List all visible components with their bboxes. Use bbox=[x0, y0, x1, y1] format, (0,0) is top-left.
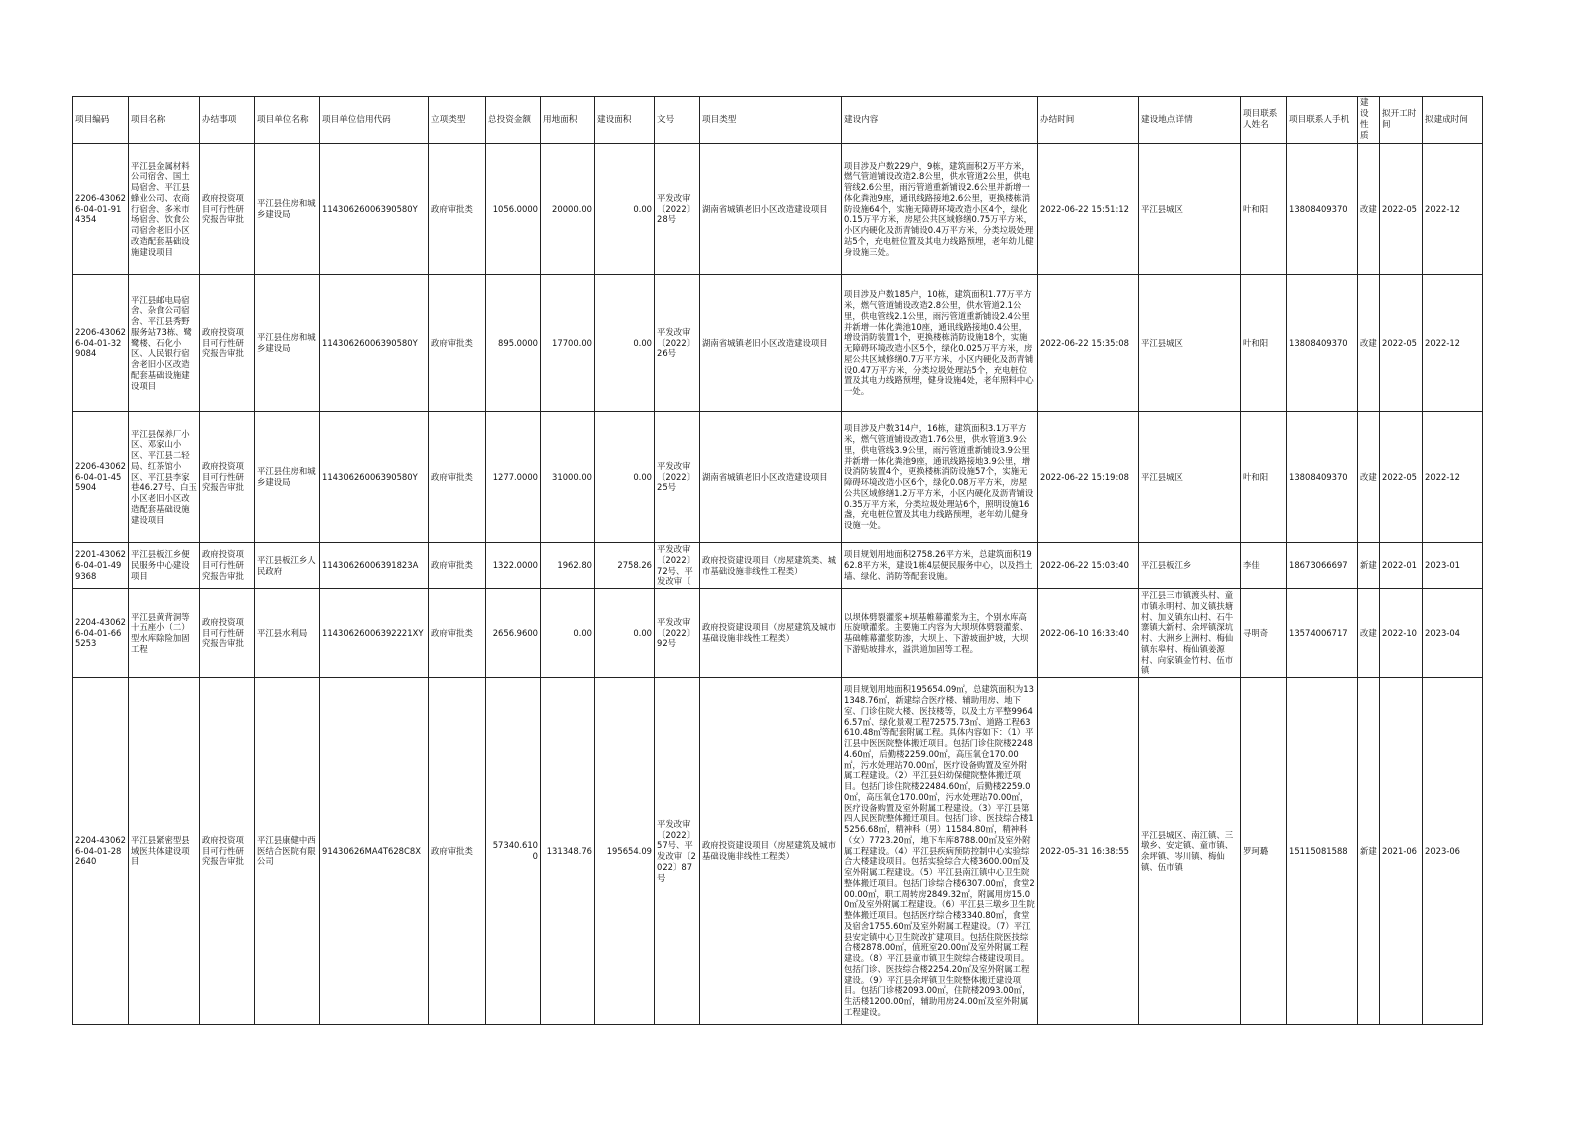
cell-nature: 改建 bbox=[1358, 144, 1380, 275]
header-start: 拟开工时间 bbox=[1380, 97, 1423, 144]
cell-code: 2201-430626-04-01-499368 bbox=[73, 543, 129, 589]
cell-type: 政府投资建设项目（房屋建筑类、城市基础设施非线性工程类） bbox=[700, 543, 842, 589]
header-code: 项目编码 bbox=[73, 97, 129, 144]
cell-doc-no: 平发改审〔2022〕92号 bbox=[655, 589, 700, 678]
header-investment: 总投资金额 bbox=[486, 97, 541, 144]
cell-land-area: 131348.76 bbox=[541, 678, 595, 1025]
header-build-area: 建设面积 bbox=[595, 97, 655, 144]
cell-credit: 11430626006390580Y bbox=[320, 412, 429, 543]
cell-unit: 平江县住房和城乡建设局 bbox=[255, 144, 320, 275]
cell-investment: 1056.0000 bbox=[486, 144, 541, 275]
table-row bbox=[73, 412, 1483, 543]
cell-name: 平江县板江乡便民服务中心建设项目 bbox=[129, 543, 200, 589]
cell-content: 项目规划用地面积195654.09㎡，总建筑面积为131348.76㎡，新建综合医疗楼、辅助用房、地下室、门诊住院大楼、医技楼等，以及土方平整99646.57㎡、绿化景观工程72575.73㎡、道路工程63610.48㎡等配套附属工程。具体内容如下：（1）平江县中医医院整体搬迁项目。包括门诊住院楼22484.60㎡，后勤楼2259.00㎡，高压氧仓170.00㎡，污水处理站70.00㎡，医疗设备购置及室外附属工程建设。（2）平江县妇幼保健院整体搬迁项目。包括门诊住院楼22484.60㎡，后勤楼2259.00㎡，高压氧仓170.00㎡，污水处理站70.00㎡，医疗设备购置及室外附属工程建设。（3）平江县第四人民医院整体搬迁项目。包括门诊、医技综合楼15256.68㎡，精神科（男）11584.80㎡，精神科（女）7723.20㎡，地下车库8788.00㎡及室外附属工程建设。（4）平江县疾病预防控制中心实验综合大楼建设项目。包括实验综合大楼3600.00㎡及室外附属工程建设。（5）平江县南江镇中心卫生院整体搬迁项目。包括门诊综合楼6307.00㎡，食堂200.00㎡，职工周转房2849.32㎡，附属用房15.00㎡及室外附属工程建设。（6）平江县三墩乡卫生院整体搬迁项目。包括医疗综合楼3340.80㎡，食堂及宿舍1755.60㎡及室外附属工程建设。（7）平江县安定镇中心卫生院改扩建项目。包括住院医技综合楼2878.00㎡，值班室20.00㎡及室外附属工程建设。（8）平江县童市镇卫生院综合楼建设项目。包括门诊、医技综合楼2254.20㎡及室外附属工程建设。（9）平江县余坪镇卫生院整体搬迁建设项目。包括门诊楼2093.00㎡，住院楼2093.00㎡，生活楼1200.00㎡，辅助用房24.00㎡及室外附属工程建设。 bbox=[842, 678, 1038, 1025]
cell-phone: 18673066697 bbox=[1287, 543, 1358, 589]
cell-doc-no: 平发改审〔2022〕26号 bbox=[655, 275, 700, 412]
cell-approval: 政府审批类 bbox=[429, 275, 486, 412]
cell-investment: 57340.6100 bbox=[486, 678, 541, 1025]
cell-approval: 政府审批类 bbox=[429, 144, 486, 275]
table-row bbox=[73, 275, 1483, 412]
cell-approval: 政府审批类 bbox=[429, 412, 486, 543]
cell-location: 平江县城区 bbox=[1139, 144, 1241, 275]
cell-build-area: 195654.09 bbox=[595, 678, 655, 1025]
cell-phone: 13808409370 bbox=[1287, 412, 1358, 543]
cell-finish-time: 2022-06-22 15:19:08 bbox=[1038, 412, 1139, 543]
cell-end: 2022-12 bbox=[1423, 275, 1483, 412]
cell-credit: 11430626006391823A bbox=[320, 543, 429, 589]
cell-content: 项目涉及户数314户，16栋，建筑面积3.1万平方米，燃气管道铺设改造1.76公里，供水管道3.9公里，供电管线3.9公里，雨污管道重新铺设3.9公里并新增一体化粪池9座，通讯线路接地3.9公里，增设消防装置4个，更换楼栋消防设施57个，实施无障碍环境改造小区6个，绿化0.08万平方米，房屋公共区域修缮1.2万平方米，小区内硬化及沥青铺设0.35万平方米，分类垃圾处理站6个，照明设施16盏，充电桩位置及其电力线路预埋，老年幼儿健身设施一处。 bbox=[842, 412, 1038, 543]
header-contact: 项目联系人姓名 bbox=[1241, 97, 1287, 144]
cell-matter: 政府投资项目可行性研究报告审批 bbox=[200, 412, 255, 543]
cell-doc-no: 平发改审〔2022〕25号 bbox=[655, 412, 700, 543]
cell-name: 平江县邮电局宿舍、杂食公司宿舍、平江县秀野服务站73栋、鹭鹭楼、石化小区、人民银行宿舍老旧小区改造配套基础设施建设项目 bbox=[129, 275, 200, 412]
cell-credit: 11430626006390580Y bbox=[320, 144, 429, 275]
table-row bbox=[73, 144, 1483, 275]
cell-doc-no: 平发改审〔2022〕72号、平发改审〔 bbox=[655, 543, 700, 589]
header-nature: 建设性质 bbox=[1358, 97, 1380, 144]
cell-finish-time: 2022-05-31 16:38:55 bbox=[1038, 678, 1139, 1025]
cell-code: 2206-430626-04-01-914354 bbox=[73, 144, 129, 275]
cell-land-area: 1962.80 bbox=[541, 543, 595, 589]
cell-contact: 叶和阳 bbox=[1241, 144, 1287, 275]
table-row bbox=[73, 589, 1483, 678]
cell-matter: 政府投资项目可行性研究报告审批 bbox=[200, 589, 255, 678]
cell-start: 2022-01 bbox=[1380, 543, 1423, 589]
cell-matter: 政府投资项目可行性研究报告审批 bbox=[200, 275, 255, 412]
cell-approval: 政府审批类 bbox=[429, 543, 486, 589]
cell-end: 2022-12 bbox=[1423, 412, 1483, 543]
cell-land-area: 17700.00 bbox=[541, 275, 595, 412]
cell-type: 湖南省城镇老旧小区改造建设项目 bbox=[700, 412, 842, 543]
cell-code: 2204-430626-04-01-665253 bbox=[73, 589, 129, 678]
cell-code: 2204-430626-04-01-282640 bbox=[73, 678, 129, 1025]
cell-code: 2206-430626-04-01-329084 bbox=[73, 275, 129, 412]
cell-finish-time: 2022-06-22 15:03:40 bbox=[1038, 543, 1139, 589]
cell-doc-no: 平发改审〔2022〕28号 bbox=[655, 144, 700, 275]
cell-contact: 叶和阳 bbox=[1241, 412, 1287, 543]
cell-type: 政府投资建设项目（房屋建筑及城市基础设施非线性工程类） bbox=[700, 589, 842, 678]
cell-name: 平江县保养厂小区、邓家山小区、平江县二轻局、红茶馆小区、平江县李家巷46.27号、白玉小区老旧小区改造配套基础设施建设项目 bbox=[129, 412, 200, 543]
cell-nature: 新建 bbox=[1358, 543, 1380, 589]
cell-end: 2023-01 bbox=[1423, 543, 1483, 589]
header-phone: 项目联系人手机 bbox=[1287, 97, 1358, 144]
cell-build-area: 0.00 bbox=[595, 275, 655, 412]
cell-approval: 政府审批类 bbox=[429, 678, 486, 1025]
cell-content: 项目涉及户数185户，10栋，建筑面积1.77万平方米，燃气管道铺设改造2.8公里，供水管道2.1公里，供电管线2.1公里，雨污管道重新铺设2.4公里并新增一体化粪池10座，通讯线路接地0.4公里，增设消防装置1个，更换楼栋消防设施18个，实施无障碍环境改造小区5个，绿化0.025万平方米，房屋公共区域修缮0.7万平方米，小区内硬化及沥青铺设0.47万平方米，分类垃圾处理站5个，充电桩位置及其电力线路预埋，健身设施4处，老年照料中心一处。 bbox=[842, 275, 1038, 412]
cell-approval: 政府审批类 bbox=[429, 589, 486, 678]
cell-name: 平江县紧密型县域医共体建设项目 bbox=[129, 678, 200, 1025]
table-row bbox=[73, 678, 1483, 1025]
cell-matter: 政府投资项目可行性研究报告审批 bbox=[200, 543, 255, 589]
cell-location: 平江县城区 bbox=[1139, 275, 1241, 412]
cell-nature: 改建 bbox=[1358, 275, 1380, 412]
header-location: 建设地点详情 bbox=[1139, 97, 1241, 144]
cell-start: 2021-06 bbox=[1380, 678, 1423, 1025]
cell-start: 2022-10 bbox=[1380, 589, 1423, 678]
cell-finish-time: 2022-06-22 15:51:12 bbox=[1038, 144, 1139, 275]
cell-investment: 2656.9600 bbox=[486, 589, 541, 678]
header-matter: 办结事项 bbox=[200, 97, 255, 144]
cell-content: 项目涉及户数229户，9栋，建筑面积2万平方米，燃气管道铺设改造2.8公里，供水管道2公里，供电管线2.6公里，雨污管道重新铺设2.6公里并新增一体化粪池9座，通讯线路接地2.6公里，更换楼栋消防设施64个，实施无障碍环境改造小区4个，绿化0.15万平方米，房屋公共区域修缮0.75万平方米，小区内硬化及沥青铺设0.4万平方米，分类垃圾处理站5个，充电桩位置及其电力线路预埋，老年幼儿健身设施三处。 bbox=[842, 144, 1038, 275]
cell-finish-time: 2022-06-10 16:33:40 bbox=[1038, 589, 1139, 678]
cell-unit: 平江县板江乡人民政府 bbox=[255, 543, 320, 589]
cell-type: 湖南省城镇老旧小区改造建设项目 bbox=[700, 275, 842, 412]
cell-location: 平江县板江乡 bbox=[1139, 543, 1241, 589]
cell-contact: 叶和阳 bbox=[1241, 275, 1287, 412]
cell-matter: 政府投资项目可行性研究报告审批 bbox=[200, 144, 255, 275]
header-unit: 项目单位名称 bbox=[255, 97, 320, 144]
cell-build-area: 0.00 bbox=[595, 589, 655, 678]
cell-build-area: 0.00 bbox=[595, 144, 655, 275]
cell-doc-no: 平发改审〔2022〕57号、平发改审〔2022〕87号 bbox=[655, 678, 700, 1025]
cell-unit: 平江县水利局 bbox=[255, 589, 320, 678]
cell-finish-time: 2022-06-22 15:35:08 bbox=[1038, 275, 1139, 412]
cell-credit: 91430626MA4T628C8X bbox=[320, 678, 429, 1025]
cell-content: 以坝体劈裂灌浆+坝基帷幕灌浆为主，个别水库高压旋喷灌浆。主要施工内容为大坝坝体劈裂灌浆、基础帷幕灌浆防渗，大坝上、下游坡面护坡，大坝下游贴坡排水，溢洪道加固等工程。 bbox=[842, 589, 1038, 678]
header-approval: 立项类型 bbox=[429, 97, 486, 144]
cell-contact: 寻明奇 bbox=[1241, 589, 1287, 678]
cell-phone: 13808409370 bbox=[1287, 275, 1358, 412]
cell-location: 平江县城区 bbox=[1139, 412, 1241, 543]
cell-start: 2022-05 bbox=[1380, 275, 1423, 412]
header-credit: 项目单位信用代码 bbox=[320, 97, 429, 144]
cell-investment: 895.0000 bbox=[486, 275, 541, 412]
cell-code: 2206-430626-04-01-455904 bbox=[73, 412, 129, 543]
cell-content: 项目规划用地面积2758.26平方米，总建筑面积1962.8平方米，建设1栋4层便民服务中心，以及挡土墙、绿化、消防等配套设施。 bbox=[842, 543, 1038, 589]
cell-unit: 平江县住房和城乡建设局 bbox=[255, 275, 320, 412]
header-name: 项目名称 bbox=[129, 97, 200, 144]
table-row bbox=[73, 543, 1483, 589]
cell-contact: 罗珂璐 bbox=[1241, 678, 1287, 1025]
cell-contact: 李佳 bbox=[1241, 543, 1287, 589]
cell-type: 湖南省城镇老旧小区改造建设项目 bbox=[700, 144, 842, 275]
cell-name: 平江县黄背洞等十五座小（二）型水库除险加固工程 bbox=[129, 589, 200, 678]
cell-build-area: 0.00 bbox=[595, 412, 655, 543]
cell-location: 平江县三市镇渡头村、童市镇永明村、加义镇扶塘村、加义镇东山村、石牛寨镇大新村、余坪镇深坑村、大洲乡上洲村、梅仙镇东皋村、梅仙镇姜源村、向家镇金竹村、伍市镇 bbox=[1139, 589, 1241, 678]
cell-nature: 新建 bbox=[1358, 678, 1380, 1025]
cell-nature: 改建 bbox=[1358, 412, 1380, 543]
header-doc-no: 文号 bbox=[655, 97, 700, 144]
header-type: 项目类型 bbox=[700, 97, 842, 144]
cell-nature: 改建 bbox=[1358, 589, 1380, 678]
cell-phone: 13574006717 bbox=[1287, 589, 1358, 678]
cell-end: 2023-06 bbox=[1423, 678, 1483, 1025]
cell-start: 2022-05 bbox=[1380, 412, 1423, 543]
cell-start: 2022-05 bbox=[1380, 144, 1423, 275]
cell-land-area: 0.00 bbox=[541, 589, 595, 678]
cell-build-area: 2758.26 bbox=[595, 543, 655, 589]
cell-credit: 11430626006392221XY bbox=[320, 589, 429, 678]
cell-land-area: 20000.00 bbox=[541, 144, 595, 275]
header-end: 拟建成时间 bbox=[1423, 97, 1483, 144]
cell-land-area: 31000.00 bbox=[541, 412, 595, 543]
header-row bbox=[73, 97, 1483, 144]
cell-end: 2023-04 bbox=[1423, 589, 1483, 678]
project-table bbox=[72, 96, 1483, 1025]
cell-name: 平江县金属材料公司宿舍、国土局宿舍、平江县蜂业公司、农商行宿舍、多米市场宿舍、饮食公司宿舍老旧小区改造配套基础设施建设项目 bbox=[129, 144, 200, 275]
cell-location: 平江县城区、南江镇、三墩乡、安定镇、童市镇、余坪镇、岑川镇、梅仙镇、伍市镇 bbox=[1139, 678, 1241, 1025]
cell-end: 2022-12 bbox=[1423, 144, 1483, 275]
cell-unit: 平江县住房和城乡建设局 bbox=[255, 412, 320, 543]
cell-matter: 政府投资项目可行性研究报告审批 bbox=[200, 678, 255, 1025]
cell-phone: 15115081588 bbox=[1287, 678, 1358, 1025]
cell-type: 政府投资建设项目（房屋建筑及城市基础设施非线性工程类） bbox=[700, 678, 842, 1025]
cell-phone: 13808409370 bbox=[1287, 144, 1358, 275]
header-finish-time: 办结时间 bbox=[1038, 97, 1139, 144]
header-content: 建设内容 bbox=[842, 97, 1038, 144]
header-land-area: 用地面积 bbox=[541, 97, 595, 144]
cell-unit: 平江县康健中西医结合医院有限公司 bbox=[255, 678, 320, 1025]
cell-investment: 1277.0000 bbox=[486, 412, 541, 543]
cell-credit: 11430626006390580Y bbox=[320, 275, 429, 412]
cell-investment: 1322.0000 bbox=[486, 543, 541, 589]
